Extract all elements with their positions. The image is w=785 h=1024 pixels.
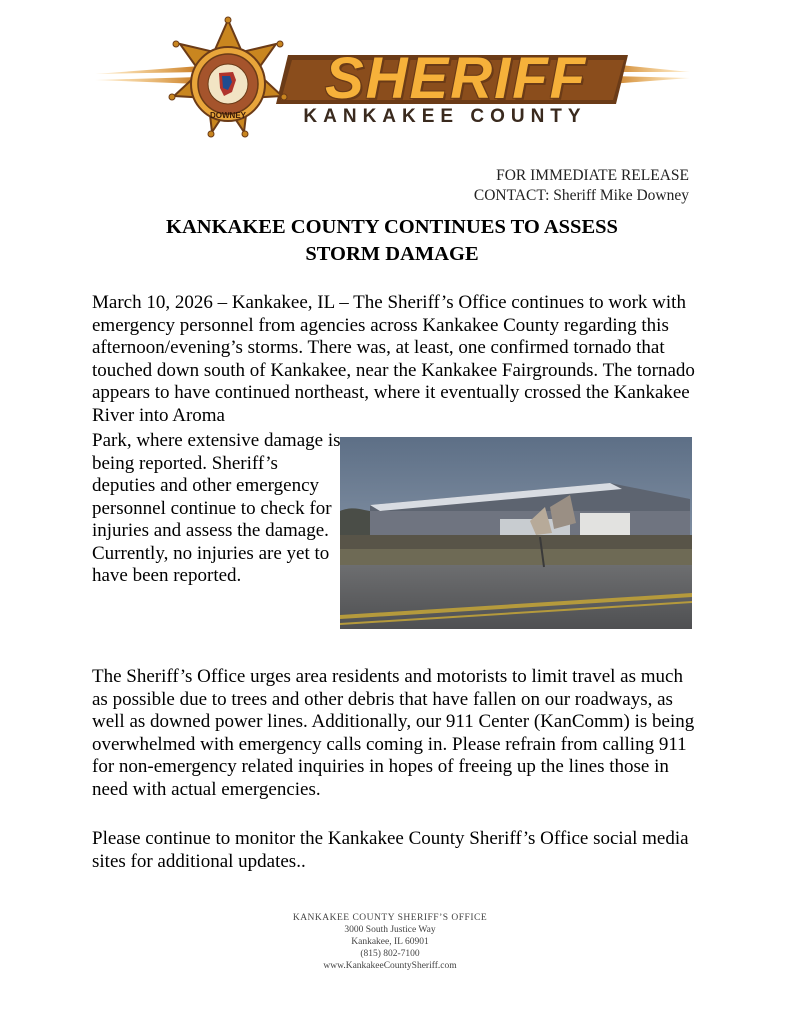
contact-line: CONTACT: Sheriff Mike Downey [473,187,689,204]
county-name: KANKAKEE COUNTY [303,106,587,127]
body-paragraph-1: March 10, 2026 – Kankakee, IL – The Sheriff’s Office continues to work with emergency personnel from agencies across Kankakee County regarding this afternoon/evening’s storms. There was, at least, one confirmed tornado that touched down south of Kankakee, near the Kankakee Fairgrounds. The tornado appears to have continued northeast, where it eventually crossed the Kankakee River into Aroma [92,292,695,426]
badge-name: DOWNEY [210,111,246,120]
release-line: FOR IMMEDIATE RELEASE [496,167,689,184]
body-paragraph-4: Please continue to monitor the Kankakee County Sheriff’s Office social media sites for additional updates.. [92,828,689,872]
footer-street: 3000 South Justice Way [344,925,436,935]
star-badge-icon [169,17,287,137]
body-paragraph-2: Park, where extensive damage is being reported. Sheriff’s deputies and other emergency personnel continue to check for injuries and assess the damage. Currently, no injuries are yet to have been reported. [92,430,341,586]
storm-damage-photo [340,437,692,629]
footer-phone: (815) 802-7100 [360,949,420,959]
footer-city: Kankakee, IL 60901 [351,937,429,947]
letterhead [0,0,785,150]
sheriff-logo-text: SHERIFF [324,46,588,111]
footer-address [240,912,540,972]
left-stripe [95,66,200,74]
page-title [92,214,692,268]
headline-line-1: KANKAKEE COUNTY CONTINUES TO ASSESS [166,216,618,238]
footer-website: www.KankakeeCountySheriff.com [323,961,457,971]
headline-line-2: STORM DAMAGE [305,243,479,265]
body-paragraph-3: The Sheriff’s Office urges area residents and motorists to limit travel as much as possible due to trees and other debris that have fallen on our roadways, as well as downed power lines. Additionally, our 911 Center (KanComm) is being overwhelmed with emergency calls coming in. Please refrain from calling 911 for non-emergency related inquiries in hopes of freeing up the lines those in need with actual emergencies. [92,666,695,800]
release-info [474,166,689,206]
footer-org: KANKAKEE COUNTY SHERIFF’S OFFICE [292,913,488,923]
